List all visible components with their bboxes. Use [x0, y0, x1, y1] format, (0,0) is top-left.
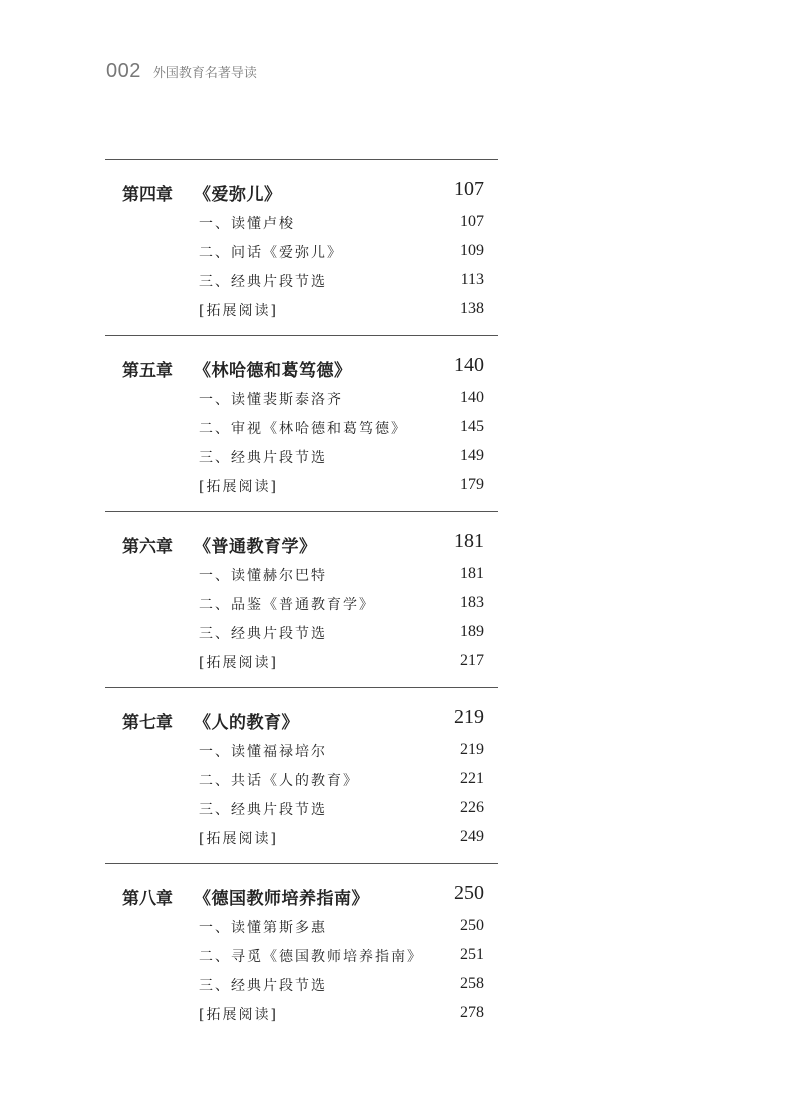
chapter-heading[interactable]: [105, 178, 498, 208]
toc-entry[interactable]: [105, 592, 498, 616]
entry-page-number: 107: [460, 213, 484, 230]
chapter-title: 《德国教师培养指南》: [194, 889, 369, 909]
entry-label: 一、读懂第斯多惠: [199, 920, 327, 936]
toc-entry[interactable]: [105, 298, 498, 322]
toc-entry[interactable]: [105, 915, 498, 939]
entry-label: 二、问话《爱弥儿》: [199, 245, 343, 261]
entry-label: 三、经典片段节选: [199, 978, 327, 994]
chapter-heading[interactable]: [105, 354, 498, 384]
toc-entry[interactable]: [105, 797, 498, 821]
chapter-page-number: 250: [454, 882, 484, 904]
entry-label: 三、经典片段节选: [199, 626, 327, 642]
entry-label: 二、审视《林哈德和葛笃德》: [199, 421, 407, 437]
chapter-number: 第七章: [122, 713, 173, 733]
entry-label: 二、共话《人的教育》: [199, 773, 359, 789]
toc-entry[interactable]: [105, 739, 498, 763]
chapter-heading[interactable]: [105, 530, 498, 560]
toc-entry[interactable]: [105, 621, 498, 645]
chapter-section: [105, 511, 498, 687]
chapter-section: [105, 863, 498, 1039]
entry-page-number: 251: [460, 946, 484, 963]
chapter-title: 《人的教育》: [194, 713, 299, 733]
toc-entry[interactable]: [105, 768, 498, 792]
entry-page-number: 109: [460, 242, 484, 259]
entry-label: [拓展阅读]: [199, 479, 278, 495]
toc-entry[interactable]: [105, 474, 498, 498]
entry-page-number: 179: [460, 476, 484, 493]
entry-label: [拓展阅读]: [199, 831, 278, 847]
toc-entry[interactable]: [105, 387, 498, 411]
chapter-section: [105, 159, 498, 335]
entry-page-number: 138: [460, 300, 484, 317]
entry-label: 二、品鉴《普通教育学》: [199, 597, 375, 613]
chapter-number: 第五章: [122, 361, 173, 381]
entry-page-number: 145: [460, 418, 484, 435]
table-of-contents: [105, 159, 498, 1039]
entry-page-number: 189: [460, 623, 484, 640]
chapter-section: [105, 335, 498, 511]
toc-entry[interactable]: [105, 211, 498, 235]
entry-page-number: 226: [460, 799, 484, 816]
entry-page-number: 250: [460, 917, 484, 934]
running-header: [106, 60, 257, 83]
entry-page-number: 140: [460, 389, 484, 406]
entry-label: 一、读懂赫尔巴特: [199, 568, 327, 584]
entry-label: [拓展阅读]: [199, 1007, 278, 1023]
toc-entry[interactable]: [105, 240, 498, 264]
entry-page-number: 149: [460, 447, 484, 464]
entry-label: 二、寻觅《德国教师培养指南》: [199, 949, 423, 965]
chapter-heading[interactable]: [105, 706, 498, 736]
chapter-title: 《普通教育学》: [194, 537, 317, 557]
chapter-number: 第四章: [122, 185, 173, 205]
entry-label: [拓展阅读]: [199, 655, 278, 671]
chapter-section: [105, 687, 498, 863]
chapter-number: 第八章: [122, 889, 173, 909]
toc-entry[interactable]: [105, 973, 498, 997]
toc-entry[interactable]: [105, 650, 498, 674]
entry-label: 一、读懂福禄培尔: [199, 744, 327, 760]
entry-page-number: 181: [460, 565, 484, 582]
chapter-page-number: 219: [454, 706, 484, 728]
entry-label: 三、经典片段节选: [199, 274, 327, 290]
toc-entry[interactable]: [105, 269, 498, 293]
toc-entry[interactable]: [105, 826, 498, 850]
chapter-page-number: 140: [454, 354, 484, 376]
entry-page-number: 219: [460, 741, 484, 758]
entry-page-number: 183: [460, 594, 484, 611]
entry-page-number: 258: [460, 975, 484, 992]
chapter-number: 第六章: [122, 537, 173, 557]
entry-label: 一、读懂卢梭: [199, 216, 295, 232]
entry-page-number: 221: [460, 770, 484, 787]
entry-page-number: 249: [460, 828, 484, 845]
toc-entry[interactable]: [105, 944, 498, 968]
entry-label: [拓展阅读]: [199, 303, 278, 319]
entry-label: 一、读懂裴斯泰洛齐: [199, 392, 343, 408]
toc-entry[interactable]: [105, 563, 498, 587]
entry-page-number: 278: [460, 1004, 484, 1021]
chapter-title: 《林哈德和葛笃德》: [194, 361, 352, 381]
chapter-title: 《爱弥儿》: [194, 185, 282, 205]
entry-page-number: 113: [460, 271, 484, 288]
toc-entry[interactable]: [105, 416, 498, 440]
toc-entry[interactable]: [105, 1002, 498, 1026]
page-number: 002: [106, 60, 141, 82]
entry-label: 三、经典片段节选: [199, 450, 327, 466]
book-title: 外国教育名著导读: [152, 66, 257, 81]
toc-entry[interactable]: [105, 445, 498, 469]
entry-page-number: 217: [460, 652, 484, 669]
chapter-heading[interactable]: [105, 882, 498, 912]
chapter-page-number: 181: [454, 530, 484, 552]
entry-label: 三、经典片段节选: [199, 802, 327, 818]
chapter-page-number: 107: [454, 178, 484, 200]
